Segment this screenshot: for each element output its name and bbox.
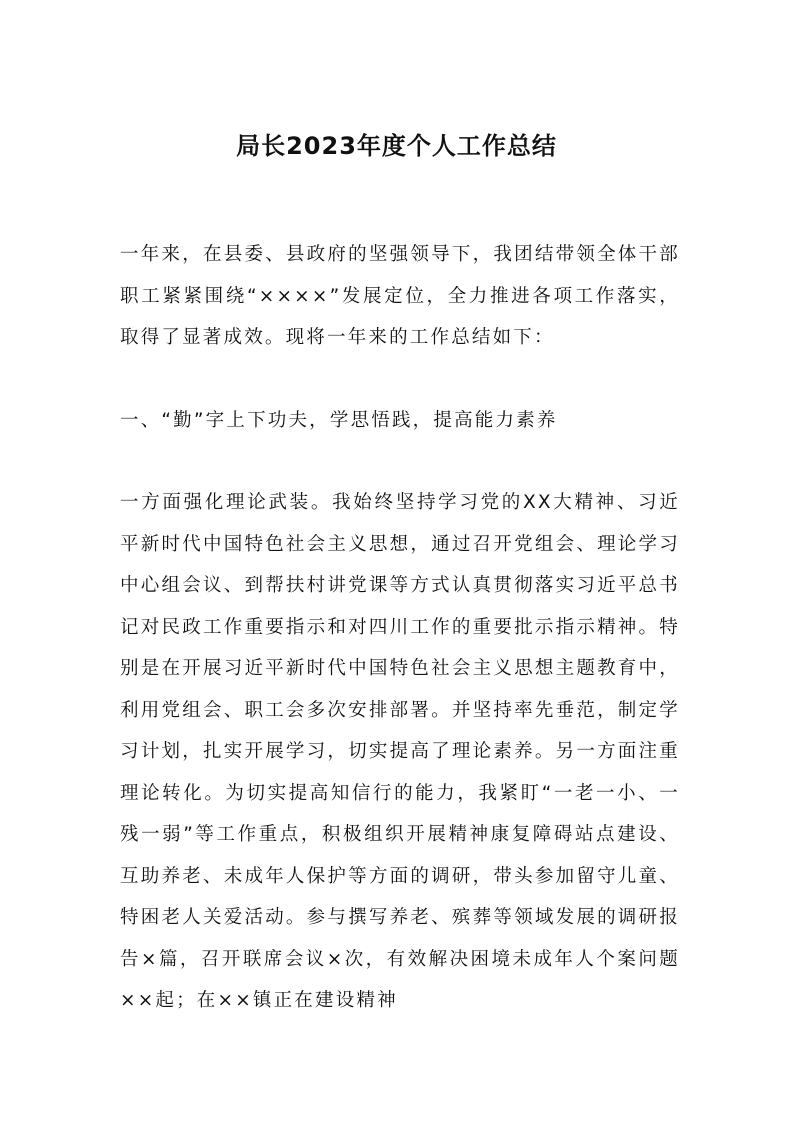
intro-paragraph: 一年来，在县委、县政府的坚强领导下，我团结带领全体干部职工紧紧围绕“××××”发展定位，全力推进各项工作落实，取得了显著成效。现将一年来的工作总结如下： — [120, 244, 680, 348]
section-paragraph: 一方面强化理论武装。我始终坚持学习党的XX大精神、习近平新时代中国特色社会主义思想，通过召开党组会、理论学习中心组会议、到帮扶村讲党课等方式认真贯彻落实习近平总书记对民政工作重要指示和对四川工作的重要批示指示精神。特别是在开展习近平新时代中国特色社会主义思想主题教育中，利用党组会、职工会多次安排部署。并坚持率先垂范，制定学习计划，扎实开展学习，切实提高了理论素养。另一方面注重理论转化。为切实提高知信行的能力，我紧盯“一老一小、一残一弱”等工作重点，积极组织开展精神康复障碍站点建设、互助养老、未成年人保护等方面的调研，带头参加留守儿童、特困老人关爱活动。参与撰写养老、殡葬等领域发展的调研报告×篇，召开联席会议×次，有效解决困境未成年人个案问题××起；在××镇正在建设精神 — [120, 492, 680, 1011]
document-title: 局长2023年度个人工作总结 — [236, 132, 557, 160]
section-heading: 一、“勤”字上下功夫，学思悟践，提高能力素养 — [120, 410, 558, 431]
